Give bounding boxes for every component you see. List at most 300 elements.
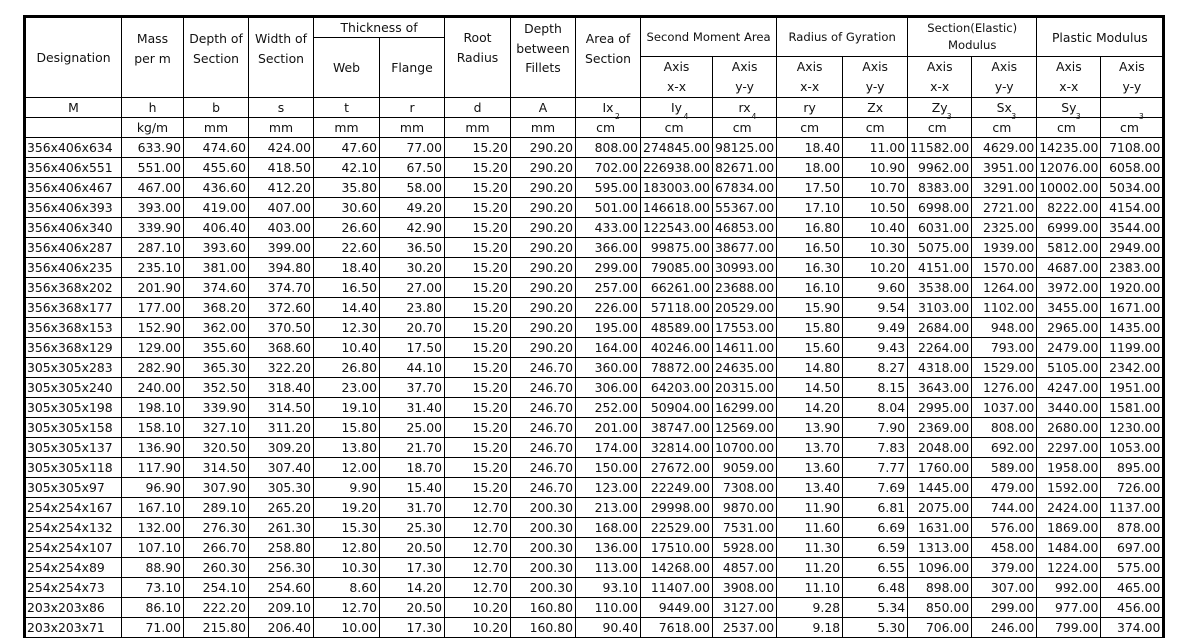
value-cell[interactable]: 10.20	[445, 618, 511, 638]
value-cell[interactable]: 878.00	[1101, 518, 1164, 538]
value-cell[interactable]: 200.30	[511, 518, 576, 538]
value-cell[interactable]: 3544.00	[1101, 218, 1164, 238]
value-cell[interactable]: 42.90	[380, 218, 445, 238]
value-cell[interactable]: 1581.00	[1101, 398, 1164, 418]
value-cell[interactable]: 1958.00	[1037, 458, 1101, 478]
value-cell[interactable]: 25.30	[380, 518, 445, 538]
value-cell[interactable]: 254.60	[249, 578, 314, 598]
value-cell[interactable]: 307.40	[249, 458, 314, 478]
value-cell[interactable]: 368.20	[184, 298, 249, 318]
value-cell[interactable]: 6058.00	[1101, 158, 1164, 178]
designation-cell[interactable]: 254x254x167	[25, 498, 122, 518]
value-cell[interactable]: 9.49	[843, 318, 908, 338]
value-cell[interactable]: 8383.00	[908, 178, 972, 198]
value-cell[interactable]: 17553.00	[713, 318, 777, 338]
value-cell[interactable]: 3538.00	[908, 278, 972, 298]
value-cell[interactable]: 86.10	[122, 598, 184, 618]
value-cell[interactable]: 339.90	[122, 218, 184, 238]
value-cell[interactable]: 201.00	[576, 418, 641, 438]
value-cell[interactable]: 12.70	[445, 558, 511, 578]
value-cell[interactable]: 744.00	[972, 498, 1037, 518]
designation-cell[interactable]: 254x254x73	[25, 578, 122, 598]
value-cell[interactable]: 7618.00	[641, 618, 713, 638]
value-cell[interactable]: 7308.00	[713, 478, 777, 498]
value-cell[interactable]: 136.90	[122, 438, 184, 458]
value-cell[interactable]: 37.70	[380, 378, 445, 398]
value-cell[interactable]: 10.00	[314, 618, 380, 638]
value-cell[interactable]: 5.30	[843, 618, 908, 638]
value-cell[interactable]: 49.20	[380, 198, 445, 218]
value-cell[interactable]: 67.50	[380, 158, 445, 178]
designation-cell[interactable]: 203x203x86	[25, 598, 122, 618]
value-cell[interactable]: 1102.00	[972, 298, 1037, 318]
value-cell[interactable]: 339.90	[184, 398, 249, 418]
value-cell[interactable]: 66261.00	[641, 278, 713, 298]
value-cell[interactable]: 67834.00	[713, 178, 777, 198]
value-cell[interactable]: 15.20	[445, 138, 511, 158]
value-cell[interactable]: 240.00	[122, 378, 184, 398]
value-cell[interactable]: 12.30	[314, 318, 380, 338]
value-cell[interactable]: 6031.00	[908, 218, 972, 238]
value-cell[interactable]: 16.80	[777, 218, 843, 238]
value-cell[interactable]: 117.90	[122, 458, 184, 478]
value-cell[interactable]: 11.90	[777, 498, 843, 518]
value-cell[interactable]: 96.90	[122, 478, 184, 498]
value-cell[interactable]: 15.20	[445, 358, 511, 378]
value-cell[interactable]: 10.20	[843, 258, 908, 278]
value-cell[interactable]: 256.30	[249, 558, 314, 578]
value-cell[interactable]: 235.10	[122, 258, 184, 278]
value-cell[interactable]: 11.20	[777, 558, 843, 578]
value-cell[interactable]: 3951.00	[972, 158, 1037, 178]
value-cell[interactable]: 48589.00	[641, 318, 713, 338]
value-cell[interactable]: 808.00	[972, 418, 1037, 438]
value-cell[interactable]: 7.77	[843, 458, 908, 478]
value-cell[interactable]: 18.40	[777, 138, 843, 158]
value-cell[interactable]: 15.20	[445, 178, 511, 198]
value-cell[interactable]: 261.30	[249, 518, 314, 538]
value-cell[interactable]: 1199.00	[1101, 338, 1164, 358]
value-cell[interactable]: 10.70	[843, 178, 908, 198]
value-cell[interactable]: 23688.00	[713, 278, 777, 298]
value-cell[interactable]: 15.40	[380, 478, 445, 498]
value-cell[interactable]: 77.00	[380, 138, 445, 158]
value-cell[interactable]: 20.50	[380, 538, 445, 558]
value-cell[interactable]: 850.00	[908, 598, 972, 618]
value-cell[interactable]: 32814.00	[641, 438, 713, 458]
value-cell[interactable]: 9.90	[314, 478, 380, 498]
designation-cell[interactable]: 254x254x89	[25, 558, 122, 578]
value-cell[interactable]: 633.90	[122, 138, 184, 158]
value-cell[interactable]: 355.60	[184, 338, 249, 358]
value-cell[interactable]: 366.00	[576, 238, 641, 258]
value-cell[interactable]: 14268.00	[641, 558, 713, 578]
value-cell[interactable]: 2325.00	[972, 218, 1037, 238]
value-cell[interactable]: 10.50	[843, 198, 908, 218]
value-cell[interactable]: 13.70	[777, 438, 843, 458]
value-cell[interactable]: 5034.00	[1101, 178, 1164, 198]
value-cell[interactable]: 4318.00	[908, 358, 972, 378]
value-cell[interactable]: 209.10	[249, 598, 314, 618]
designation-cell[interactable]: 254x254x107	[25, 538, 122, 558]
value-cell[interactable]: 276.30	[184, 518, 249, 538]
value-cell[interactable]: 258.80	[249, 538, 314, 558]
value-cell[interactable]: 1276.00	[972, 378, 1037, 398]
value-cell[interactable]: 1939.00	[972, 238, 1037, 258]
value-cell[interactable]: 183003.00	[641, 178, 713, 198]
value-cell[interactable]: 1313.00	[908, 538, 972, 558]
value-cell[interactable]: 3291.00	[972, 178, 1037, 198]
value-cell[interactable]: 160.80	[511, 598, 576, 618]
value-cell[interactable]: 4857.00	[713, 558, 777, 578]
value-cell[interactable]: 372.60	[249, 298, 314, 318]
value-cell[interactable]: 479.00	[972, 478, 1037, 498]
value-cell[interactable]: 314.50	[184, 458, 249, 478]
value-cell[interactable]: 11582.00	[908, 138, 972, 158]
value-cell[interactable]: 311.20	[249, 418, 314, 438]
value-cell[interactable]: 226.00	[576, 298, 641, 318]
value-cell[interactable]: 23.80	[380, 298, 445, 318]
value-cell[interactable]: 6.81	[843, 498, 908, 518]
value-cell[interactable]: 20.70	[380, 318, 445, 338]
value-cell[interactable]: 456.00	[1101, 598, 1164, 618]
value-cell[interactable]: 6999.00	[1037, 218, 1101, 238]
value-cell[interactable]: 246.70	[511, 458, 576, 478]
value-cell[interactable]: 12.80	[314, 538, 380, 558]
value-cell[interactable]: 26.60	[314, 218, 380, 238]
value-cell[interactable]: 17.30	[380, 618, 445, 638]
value-cell[interactable]: 16.30	[777, 258, 843, 278]
value-cell[interactable]: 2048.00	[908, 438, 972, 458]
value-cell[interactable]: 2369.00	[908, 418, 972, 438]
value-cell[interactable]: 1592.00	[1037, 478, 1101, 498]
value-cell[interactable]: 254.10	[184, 578, 249, 598]
value-cell[interactable]: 17510.00	[641, 538, 713, 558]
value-cell[interactable]: 4687.00	[1037, 258, 1101, 278]
value-cell[interactable]: 17.10	[777, 198, 843, 218]
value-cell[interactable]: 274845.00	[641, 138, 713, 158]
value-cell[interactable]: 12.70	[445, 518, 511, 538]
value-cell[interactable]: 3440.00	[1037, 398, 1101, 418]
value-cell[interactable]: 206.40	[249, 618, 314, 638]
value-cell[interactable]: 307.00	[972, 578, 1037, 598]
value-cell[interactable]: 13.40	[777, 478, 843, 498]
value-cell[interactable]: 22.60	[314, 238, 380, 258]
value-cell[interactable]: 18.70	[380, 458, 445, 478]
designation-cell[interactable]: 356x368x153	[25, 318, 122, 338]
value-cell[interactable]: 5812.00	[1037, 238, 1101, 258]
value-cell[interactable]: 24635.00	[713, 358, 777, 378]
value-cell[interactable]: 12.00	[314, 458, 380, 478]
value-cell[interactable]: 226938.00	[641, 158, 713, 178]
value-cell[interactable]: 8.27	[843, 358, 908, 378]
value-cell[interactable]: 8.04	[843, 398, 908, 418]
value-cell[interactable]: 14611.00	[713, 338, 777, 358]
value-cell[interactable]: 158.10	[122, 418, 184, 438]
value-cell[interactable]: 19.20	[314, 498, 380, 518]
value-cell[interactable]: 198.10	[122, 398, 184, 418]
value-cell[interactable]: 393.60	[184, 238, 249, 258]
value-cell[interactable]: 15.20	[445, 258, 511, 278]
value-cell[interactable]: 78872.00	[641, 358, 713, 378]
value-cell[interactable]: 309.20	[249, 438, 314, 458]
value-cell[interactable]: 200.30	[511, 498, 576, 518]
value-cell[interactable]: 6.69	[843, 518, 908, 538]
value-cell[interactable]: 374.00	[1101, 618, 1164, 638]
value-cell[interactable]: 1137.00	[1101, 498, 1164, 518]
value-cell[interactable]: 290.20	[511, 198, 576, 218]
value-cell[interactable]: 702.00	[576, 158, 641, 178]
value-cell[interactable]: 362.00	[184, 318, 249, 338]
value-cell[interactable]: 5075.00	[908, 238, 972, 258]
value-cell[interactable]: 1096.00	[908, 558, 972, 578]
value-cell[interactable]: 9449.00	[641, 598, 713, 618]
value-cell[interactable]: 99875.00	[641, 238, 713, 258]
value-cell[interactable]: 201.90	[122, 278, 184, 298]
value-cell[interactable]: 10002.00	[1037, 178, 1101, 198]
value-cell[interactable]: 394.80	[249, 258, 314, 278]
value-cell[interactable]: 200.30	[511, 578, 576, 598]
value-cell[interactable]: 9.60	[843, 278, 908, 298]
value-cell[interactable]: 290.20	[511, 178, 576, 198]
value-cell[interactable]: 412.20	[249, 178, 314, 198]
value-cell[interactable]: 15.20	[445, 278, 511, 298]
value-cell[interactable]: 898.00	[908, 578, 972, 598]
value-cell[interactable]: 374.60	[184, 278, 249, 298]
value-cell[interactable]: 47.60	[314, 138, 380, 158]
value-cell[interactable]: 90.40	[576, 618, 641, 638]
value-cell[interactable]: 12569.00	[713, 418, 777, 438]
value-cell[interactable]: 200.30	[511, 558, 576, 578]
value-cell[interactable]: 122543.00	[641, 218, 713, 238]
value-cell[interactable]: 10700.00	[713, 438, 777, 458]
value-cell[interactable]: 200.30	[511, 538, 576, 558]
value-cell[interactable]: 16.50	[314, 278, 380, 298]
value-cell[interactable]: 246.70	[511, 438, 576, 458]
value-cell[interactable]: 50904.00	[641, 398, 713, 418]
value-cell[interactable]: 15.60	[777, 338, 843, 358]
value-cell[interactable]: 3127.00	[713, 598, 777, 618]
value-cell[interactable]: 1570.00	[972, 258, 1037, 278]
value-cell[interactable]: 7.83	[843, 438, 908, 458]
value-cell[interactable]: 290.20	[511, 338, 576, 358]
value-cell[interactable]: 3643.00	[908, 378, 972, 398]
value-cell[interactable]: 160.80	[511, 618, 576, 638]
value-cell[interactable]: 15.20	[445, 338, 511, 358]
value-cell[interactable]: 9059.00	[713, 458, 777, 478]
value-cell[interactable]: 403.00	[249, 218, 314, 238]
value-cell[interactable]: 16.50	[777, 238, 843, 258]
value-cell[interactable]: 11.10	[777, 578, 843, 598]
value-cell[interactable]: 132.00	[122, 518, 184, 538]
designation-cell[interactable]: 356x368x177	[25, 298, 122, 318]
value-cell[interactable]: 9962.00	[908, 158, 972, 178]
value-cell[interactable]: 418.50	[249, 158, 314, 178]
value-cell[interactable]: 246.70	[511, 358, 576, 378]
value-cell[interactable]: 419.00	[184, 198, 249, 218]
value-cell[interactable]: 6998.00	[908, 198, 972, 218]
designation-cell[interactable]: 305x305x283	[25, 358, 122, 378]
value-cell[interactable]: 11.30	[777, 538, 843, 558]
value-cell[interactable]: 98125.00	[713, 138, 777, 158]
value-cell[interactable]: 465.00	[1101, 578, 1164, 598]
value-cell[interactable]: 136.00	[576, 538, 641, 558]
value-cell[interactable]: 370.50	[249, 318, 314, 338]
value-cell[interactable]: 15.20	[445, 238, 511, 258]
value-cell[interactable]: 7.90	[843, 418, 908, 438]
designation-cell[interactable]: 356x406x340	[25, 218, 122, 238]
value-cell[interactable]: 35.80	[314, 178, 380, 198]
value-cell[interactable]: 595.00	[576, 178, 641, 198]
value-cell[interactable]: 290.20	[511, 158, 576, 178]
value-cell[interactable]: 17.50	[380, 338, 445, 358]
value-cell[interactable]: 282.90	[122, 358, 184, 378]
value-cell[interactable]: 3455.00	[1037, 298, 1101, 318]
value-cell[interactable]: 977.00	[1037, 598, 1101, 618]
value-cell[interactable]: 11.60	[777, 518, 843, 538]
value-cell[interactable]: 266.70	[184, 538, 249, 558]
value-cell[interactable]: 290.20	[511, 298, 576, 318]
value-cell[interactable]: 13.90	[777, 418, 843, 438]
value-cell[interactable]: 1529.00	[972, 358, 1037, 378]
value-cell[interactable]: 15.20	[445, 458, 511, 478]
value-cell[interactable]: 2297.00	[1037, 438, 1101, 458]
value-cell[interactable]: 213.00	[576, 498, 641, 518]
value-cell[interactable]: 44.10	[380, 358, 445, 378]
value-cell[interactable]: 40246.00	[641, 338, 713, 358]
value-cell[interactable]: 64203.00	[641, 378, 713, 398]
value-cell[interactable]: 13.60	[777, 458, 843, 478]
value-cell[interactable]: 368.60	[249, 338, 314, 358]
value-cell[interactable]: 4247.00	[1037, 378, 1101, 398]
value-cell[interactable]: 195.00	[576, 318, 641, 338]
value-cell[interactable]: 1435.00	[1101, 318, 1164, 338]
value-cell[interactable]: 3908.00	[713, 578, 777, 598]
value-cell[interactable]: 307.90	[184, 478, 249, 498]
value-cell[interactable]: 16299.00	[713, 398, 777, 418]
value-cell[interactable]: 260.30	[184, 558, 249, 578]
value-cell[interactable]: 4151.00	[908, 258, 972, 278]
value-cell[interactable]: 314.50	[249, 398, 314, 418]
value-cell[interactable]: 123.00	[576, 478, 641, 498]
value-cell[interactable]: 1230.00	[1101, 418, 1164, 438]
value-cell[interactable]: 692.00	[972, 438, 1037, 458]
value-cell[interactable]: 27672.00	[641, 458, 713, 478]
value-cell[interactable]: 299.00	[972, 598, 1037, 618]
value-cell[interactable]: 287.10	[122, 238, 184, 258]
value-cell[interactable]: 14.80	[777, 358, 843, 378]
value-cell[interactable]: 15.80	[314, 418, 380, 438]
value-cell[interactable]: 433.00	[576, 218, 641, 238]
value-cell[interactable]: 15.30	[314, 518, 380, 538]
value-cell[interactable]: 57118.00	[641, 298, 713, 318]
value-cell[interactable]: 17.50	[777, 178, 843, 198]
value-cell[interactable]: 5928.00	[713, 538, 777, 558]
value-cell[interactable]: 246.70	[511, 478, 576, 498]
value-cell[interactable]: 1264.00	[972, 278, 1037, 298]
value-cell[interactable]: 7.69	[843, 478, 908, 498]
value-cell[interactable]: 30.60	[314, 198, 380, 218]
value-cell[interactable]: 15.20	[445, 418, 511, 438]
value-cell[interactable]: 289.10	[184, 498, 249, 518]
value-cell[interactable]: 31.40	[380, 398, 445, 418]
value-cell[interactable]: 11407.00	[641, 578, 713, 598]
value-cell[interactable]: 2342.00	[1101, 358, 1164, 378]
value-cell[interactable]: 1920.00	[1101, 278, 1164, 298]
value-cell[interactable]: 2075.00	[908, 498, 972, 518]
value-cell[interactable]: 2684.00	[908, 318, 972, 338]
value-cell[interactable]: 15.20	[445, 438, 511, 458]
value-cell[interactable]: 726.00	[1101, 478, 1164, 498]
value-cell[interactable]: 455.60	[184, 158, 249, 178]
value-cell[interactable]: 174.00	[576, 438, 641, 458]
value-cell[interactable]: 352.50	[184, 378, 249, 398]
value-cell[interactable]: 501.00	[576, 198, 641, 218]
value-cell[interactable]: 10.30	[314, 558, 380, 578]
designation-cell[interactable]: 356x406x467	[25, 178, 122, 198]
value-cell[interactable]: 152.90	[122, 318, 184, 338]
value-cell[interactable]: 1224.00	[1037, 558, 1101, 578]
value-cell[interactable]: 1053.00	[1101, 438, 1164, 458]
value-cell[interactable]: 15.20	[445, 298, 511, 318]
value-cell[interactable]: 82671.00	[713, 158, 777, 178]
value-cell[interactable]: 895.00	[1101, 458, 1164, 478]
value-cell[interactable]: 12.70	[445, 538, 511, 558]
value-cell[interactable]: 58.00	[380, 178, 445, 198]
value-cell[interactable]: 992.00	[1037, 578, 1101, 598]
value-cell[interactable]: 290.20	[511, 278, 576, 298]
value-cell[interactable]: 18.40	[314, 258, 380, 278]
value-cell[interactable]: 322.20	[249, 358, 314, 378]
designation-cell[interactable]: 305x305x118	[25, 458, 122, 478]
designation-cell[interactable]: 356x406x634	[25, 138, 122, 158]
value-cell[interactable]: 2680.00	[1037, 418, 1101, 438]
value-cell[interactable]: 10.40	[843, 218, 908, 238]
value-cell[interactable]: 12076.00	[1037, 158, 1101, 178]
value-cell[interactable]: 2479.00	[1037, 338, 1101, 358]
value-cell[interactable]: 246.70	[511, 418, 576, 438]
value-cell[interactable]: 379.00	[972, 558, 1037, 578]
value-cell[interactable]: 246.70	[511, 398, 576, 418]
value-cell[interactable]: 3103.00	[908, 298, 972, 318]
value-cell[interactable]: 2537.00	[713, 618, 777, 638]
value-cell[interactable]: 25.00	[380, 418, 445, 438]
value-cell[interactable]: 5.34	[843, 598, 908, 618]
value-cell[interactable]: 576.00	[972, 518, 1037, 538]
value-cell[interactable]: 12.70	[445, 498, 511, 518]
value-cell[interactable]: 2965.00	[1037, 318, 1101, 338]
value-cell[interactable]: 15.20	[445, 398, 511, 418]
value-cell[interactable]: 393.00	[122, 198, 184, 218]
value-cell[interactable]: 14.50	[777, 378, 843, 398]
value-cell[interactable]: 1951.00	[1101, 378, 1164, 398]
value-cell[interactable]: 374.70	[249, 278, 314, 298]
value-cell[interactable]: 168.00	[576, 518, 641, 538]
value-cell[interactable]: 16.10	[777, 278, 843, 298]
value-cell[interactable]: 9.54	[843, 298, 908, 318]
value-cell[interactable]: 299.00	[576, 258, 641, 278]
value-cell[interactable]: 22249.00	[641, 478, 713, 498]
designation-cell[interactable]: 305x305x97	[25, 478, 122, 498]
value-cell[interactable]: 15.90	[777, 298, 843, 318]
value-cell[interactable]: 10.30	[843, 238, 908, 258]
value-cell[interactable]: 15.20	[445, 158, 511, 178]
value-cell[interactable]: 26.80	[314, 358, 380, 378]
value-cell[interactable]: 9.43	[843, 338, 908, 358]
value-cell[interactable]: 7531.00	[713, 518, 777, 538]
value-cell[interactable]: 5105.00	[1037, 358, 1101, 378]
value-cell[interactable]: 9.28	[777, 598, 843, 618]
